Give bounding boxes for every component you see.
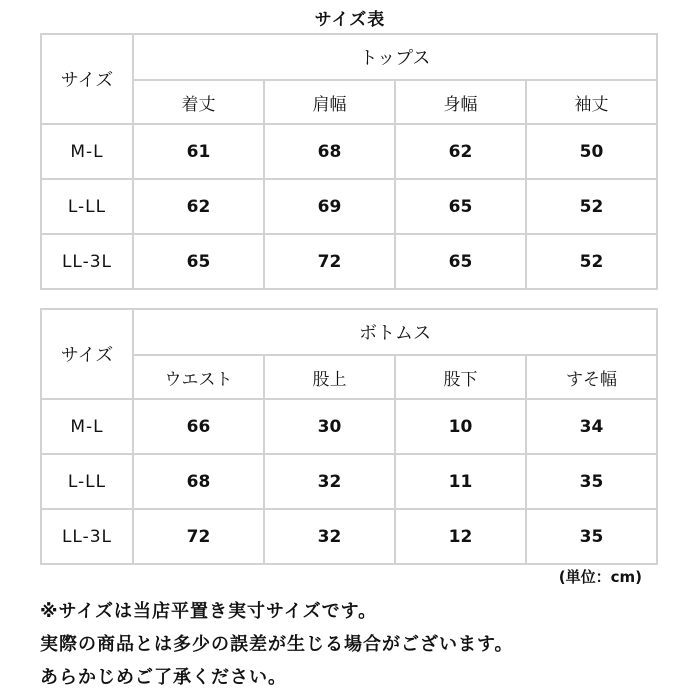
table-cell: 62 bbox=[395, 124, 526, 179]
bottoms-header: 股上 bbox=[264, 355, 395, 399]
note-line: ※サイズは当店平置き実寸サイズです。 bbox=[40, 601, 378, 622]
table-cell: 30 bbox=[264, 399, 395, 454]
table-row bbox=[41, 234, 657, 289]
tops-corner-label: サイズ bbox=[41, 34, 133, 124]
table-cell: 65 bbox=[133, 234, 264, 289]
page-title: サイズ表 bbox=[314, 10, 386, 30]
tops-header: 着丈 bbox=[133, 80, 264, 124]
tops-header: 肩幅 bbox=[264, 80, 395, 124]
tops-group-label: トップス bbox=[133, 34, 657, 80]
table-cell: 72 bbox=[264, 234, 395, 289]
table-row bbox=[41, 399, 657, 454]
table-cell: 12 bbox=[395, 509, 526, 564]
size-label: L-LL bbox=[41, 179, 133, 234]
unit-note: (単位：cm) bbox=[558, 568, 642, 586]
size-label: L-LL bbox=[41, 454, 133, 509]
note-line: あらかじめご了承ください。 bbox=[40, 667, 287, 688]
bottoms-size-table bbox=[40, 308, 658, 565]
table-cell: 68 bbox=[264, 124, 395, 179]
table-cell: 34 bbox=[526, 399, 657, 454]
table-cell: 68 bbox=[133, 454, 264, 509]
table-cell: 35 bbox=[526, 509, 657, 564]
table-row bbox=[41, 124, 657, 179]
bottoms-header: 股下 bbox=[395, 355, 526, 399]
notes bbox=[40, 595, 680, 694]
bottoms-corner-label: サイズ bbox=[41, 309, 133, 399]
table-cell: 11 bbox=[395, 454, 526, 509]
table-cell: 50 bbox=[526, 124, 657, 179]
table-cell: 66 bbox=[133, 399, 264, 454]
bottoms-header: すそ幅 bbox=[526, 355, 657, 399]
size-label: LL-3L bbox=[41, 509, 133, 564]
tops-header: 袖丈 bbox=[526, 80, 657, 124]
table-cell: 61 bbox=[133, 124, 264, 179]
table-cell: 52 bbox=[526, 179, 657, 234]
bottoms-group-label: ボトムス bbox=[133, 309, 657, 355]
note-line: 実際の商品とは多少の誤差が生じる場合がございます。 bbox=[40, 634, 514, 655]
size-label: M-L bbox=[41, 399, 133, 454]
table-cell: 69 bbox=[264, 179, 395, 234]
table-cell: 52 bbox=[526, 234, 657, 289]
size-label: LL-3L bbox=[41, 234, 133, 289]
table-cell: 62 bbox=[133, 179, 264, 234]
table-row bbox=[41, 454, 657, 509]
table-row bbox=[41, 509, 657, 564]
bottoms-header: ウエスト bbox=[133, 355, 264, 399]
size-label: M-L bbox=[41, 124, 133, 179]
tops-header: 身幅 bbox=[395, 80, 526, 124]
table-cell: 65 bbox=[395, 234, 526, 289]
table-cell: 32 bbox=[264, 509, 395, 564]
table-cell: 65 bbox=[395, 179, 526, 234]
table-cell: 32 bbox=[264, 454, 395, 509]
table-cell: 10 bbox=[395, 399, 526, 454]
tops-size-table bbox=[40, 33, 658, 290]
table-cell: 35 bbox=[526, 454, 657, 509]
table-row bbox=[41, 179, 657, 234]
table-cell: 72 bbox=[133, 509, 264, 564]
